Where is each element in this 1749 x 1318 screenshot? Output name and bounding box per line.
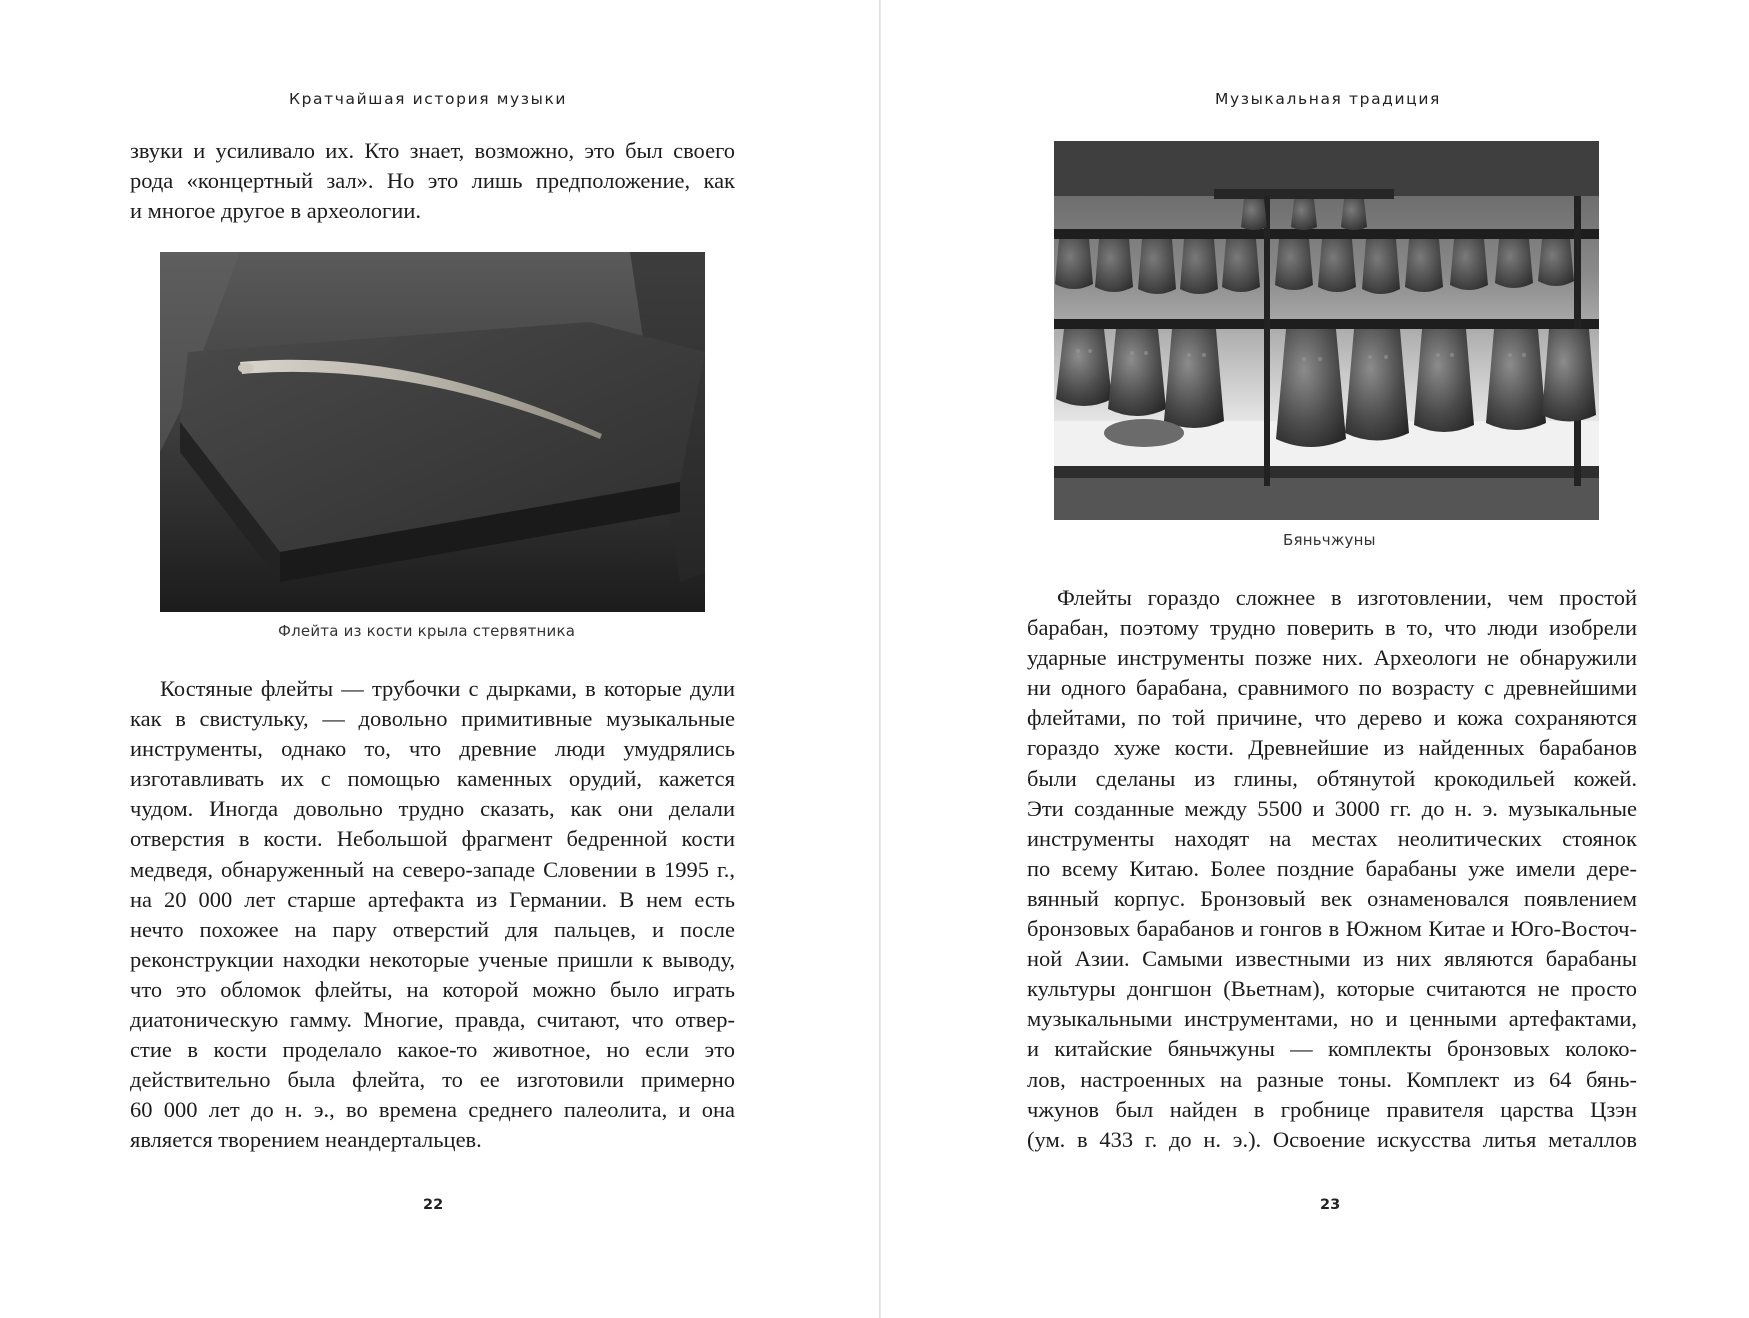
bone-flute-photo bbox=[160, 252, 705, 612]
text-line: чудом. Иногда довольно трудно сказать, как они делали bbox=[130, 796, 735, 822]
text-line: музыкальными инструментами, но и ценными артефактами, bbox=[1027, 1006, 1637, 1032]
text-line: Костяные флейты — трубочки с дырками, в которые дули bbox=[160, 676, 735, 701]
text-line: культуры донгшон (Вьетнам), которые считаются не просто bbox=[1027, 976, 1637, 1002]
running-header-right: Музыкальная традиция bbox=[1215, 90, 1441, 108]
text-line: флейтами, по той причине, что дерево и кожа сохраняются bbox=[1027, 705, 1637, 731]
text-line: вянный корпус. Бронзовый век ознаменовался появлением bbox=[1027, 885, 1637, 911]
text-line: и китайские бяньчжуны — комплекты бронзовых колоко- bbox=[1027, 1036, 1637, 1062]
text-line: является творением неандертальцев. bbox=[130, 1127, 482, 1153]
text-line: звуки и усиливало их. Кто знает, возможно, это был своего bbox=[130, 138, 735, 163]
intro-paragraph bbox=[130, 136, 735, 226]
text-line: на 20 000 лет старше артефакта из Германии. В нем есть bbox=[130, 886, 735, 912]
page-number-right: 23 bbox=[1320, 1197, 1341, 1213]
book-gutter bbox=[879, 0, 881, 1318]
bone-flute-image bbox=[160, 252, 705, 612]
text-line: барабан, поэтому трудно поверить в то, что люди изобрели bbox=[1027, 615, 1637, 641]
text-line: чжунов был найден в гробнице правителя царства Цзэн bbox=[1027, 1096, 1637, 1122]
text-line: действительно была флейта, то ее изготовили примерно bbox=[130, 1067, 735, 1093]
text-line: инструменты, однако то, что древние люди умудрялись bbox=[130, 736, 735, 762]
text-line: медведя, обнаруженный на северо-западе Словении в 1995 г., bbox=[130, 856, 735, 882]
text-line: Флейты гораздо сложнее в изготовлении, чем простой bbox=[1057, 585, 1637, 610]
text-line: отверстия в кости. Небольшой фрагмент бедренной кости bbox=[130, 826, 735, 852]
figure-caption-right: Бяньчжуны bbox=[1283, 531, 1376, 549]
text-line: по всему Китаю. Более поздние барабаны уже имели дере- bbox=[1027, 855, 1637, 881]
text-line: реконструкции находки некоторые ученые пришли к выводу, bbox=[130, 946, 735, 972]
text-line: изготавливать их с помощью каменных орудий, кажется bbox=[130, 766, 735, 792]
text-line: диатоническую гамму. Многие, правда, считают, что отвер- bbox=[130, 1007, 735, 1033]
running-header-left: Кратчайшая история музыки bbox=[289, 90, 568, 108]
figure-caption-left: Флейта из кости крыла стервятника bbox=[278, 622, 576, 640]
right-page bbox=[882, 0, 1749, 1318]
body-paragraph-right bbox=[1027, 583, 1637, 1155]
text-line: (ум. в 433 г. до н. э.). Освоение искусства литья металлов bbox=[1027, 1126, 1637, 1152]
text-line: Эти созданные между 5500 и 3000 гг. до н. э. музыкальные bbox=[1027, 795, 1637, 821]
text-line: бронзовых барабанов и гонгов в Южном Китае и Юго-Восточ- bbox=[1027, 916, 1637, 942]
text-line: инструменты находят на местах неолитических стоянок bbox=[1027, 825, 1637, 851]
text-line: как в свистульку, — довольно примитивные музыкальные bbox=[130, 706, 735, 732]
text-line: ни одного барабана, сравнимого по возрасту с древнейшими bbox=[1027, 675, 1637, 701]
bianzhong-bells-image bbox=[1054, 141, 1599, 520]
text-line: и многое другое в археологии. bbox=[130, 198, 421, 224]
text-line: стие в кости проделало какое-то животное, но если это bbox=[130, 1037, 735, 1063]
text-line: 60 000 лет до н. э., во времена среднего палеолита, и она bbox=[130, 1097, 735, 1123]
text-line: ударные инструменты позже них. Археологи не обнаружили bbox=[1027, 645, 1637, 671]
page-number-left: 22 bbox=[423, 1197, 444, 1213]
bianzhong-photo bbox=[1054, 141, 1599, 520]
text-line: были сделаны из глины, обтянутой крокодильей кожей. bbox=[1027, 765, 1637, 791]
text-line: гораздо хуже кости. Древнейшие из найденных барабанов bbox=[1027, 735, 1637, 761]
text-line: что это обломок флейты, на которой можно было играть bbox=[130, 976, 735, 1002]
text-line: ной Азии. Самыми известными из них являются барабаны bbox=[1027, 946, 1637, 972]
text-line: лов, настроенных на разные тоны. Комплект из 64 бянь- bbox=[1027, 1066, 1637, 1092]
text-line: рода «концертный зал». Но это лишь предположение, как bbox=[130, 168, 735, 194]
text-line: нечто похожее на пару отверстий для пальцев, и после bbox=[130, 916, 735, 942]
body-paragraph-left bbox=[130, 674, 735, 1156]
